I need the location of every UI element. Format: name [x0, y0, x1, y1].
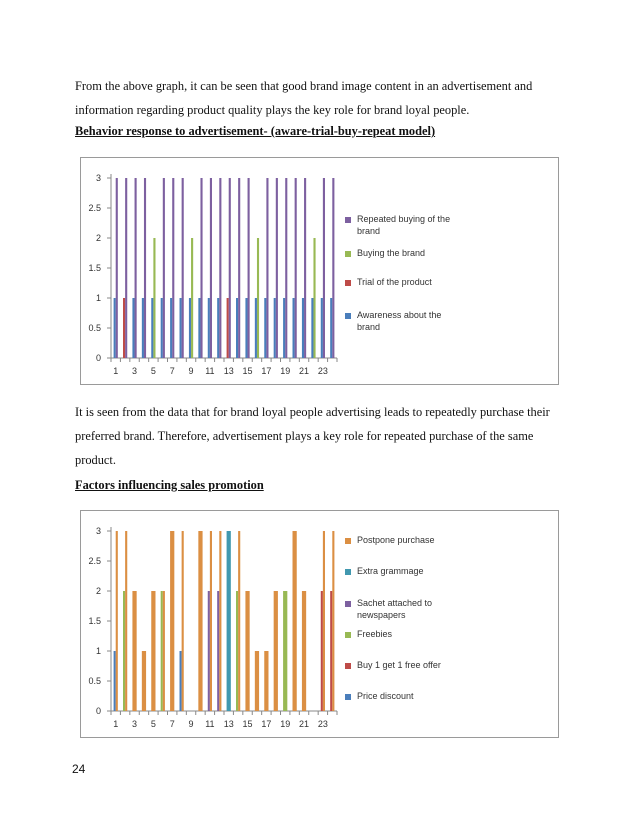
bar-repeated-buying-of-the-brand: [125, 178, 127, 358]
chart-behavior-response: [80, 157, 559, 385]
bar-buying-the-brand: [313, 238, 315, 358]
y-tick-label: 3: [95, 173, 101, 183]
bar-awareness-about-the-brand: [132, 298, 134, 358]
bar-awareness-about-the-brand: [217, 298, 219, 358]
y-tick-label: 0.5: [88, 676, 101, 686]
legend-label: Extra grammage: [357, 566, 424, 576]
x-tick-label: 15: [242, 366, 253, 376]
bar-repeated-buying-of-the-brand: [163, 178, 165, 358]
bar-postpone-purchase: [151, 591, 155, 711]
bar-postpone-purchase: [255, 651, 259, 711]
legend-swatch: [345, 694, 351, 700]
bar-awareness-about-the-brand: [142, 298, 144, 358]
y-tick-label: 2: [95, 586, 101, 596]
bar-postpone-purchase: [238, 531, 240, 711]
bar-repeated-buying-of-the-brand: [210, 178, 212, 358]
legend-label: Postpone purchase: [357, 535, 435, 545]
x-tick-label: 21: [299, 719, 310, 729]
y-tick-label: 2.5: [88, 556, 101, 566]
x-tick-label: 19: [280, 719, 291, 729]
bar-awareness-about-the-brand: [321, 298, 323, 358]
x-tick-label: 21: [299, 366, 310, 376]
x-tick-label: 23: [317, 719, 328, 729]
x-tick-label: 19: [280, 366, 291, 376]
paragraph-analysis: It is seen from the data that for brand loyal people advertising leads to repeatedly purchase their preferred brand. Therefore, advertisement plays a key role for repeated purchase of the same product.: [75, 405, 550, 467]
chart-behavior-response-svg: [81, 158, 558, 384]
section-heading-sales-promotion: Factors influencing sales promotion: [75, 478, 264, 492]
bar-sachet-attached-to-newspapers: [208, 591, 210, 711]
bar-repeated-buying-of-the-brand: [229, 178, 231, 358]
bar-repeated-buying-of-the-brand: [332, 178, 334, 358]
paragraph-intro: From the above graph, it can be seen that good brand image content in an advertisement and information regarding product quality plays the key role for brand loyal people.: [75, 79, 533, 117]
x-tick-label: 5: [150, 366, 156, 376]
bar-awareness-about-the-brand: [264, 298, 266, 358]
x-tick-label: 5: [150, 719, 156, 729]
bar-postpone-purchase: [245, 591, 249, 711]
y-tick-label: 1: [95, 293, 101, 303]
legend-swatch: [345, 538, 351, 544]
legend-label: Freebies: [357, 629, 393, 639]
x-tick-label: 13: [223, 719, 234, 729]
legend-swatch: [345, 663, 351, 669]
x-tick-label: 7: [169, 719, 175, 729]
bar-repeated-buying-of-the-brand: [144, 178, 146, 358]
bar-awareness-about-the-brand: [293, 298, 295, 358]
bar-awareness-about-the-brand: [283, 298, 285, 358]
x-tick-label: 7: [169, 366, 175, 376]
bar-repeated-buying-of-the-brand: [276, 178, 278, 358]
legend-label: Buying the brand: [357, 248, 426, 258]
bar-repeated-buying-of-the-brand: [172, 178, 174, 358]
bar-awareness-about-the-brand: [189, 298, 191, 358]
bar-repeated-buying-of-the-brand: [238, 178, 240, 358]
bar-repeated-buying-of-the-brand: [248, 178, 250, 358]
bar-buying-the-brand: [191, 238, 193, 358]
x-tick-label: 23: [317, 366, 328, 376]
y-tick-label: 1.5: [88, 616, 101, 626]
bar-awareness-about-the-brand: [255, 298, 257, 358]
x-tick-label: 1: [113, 366, 119, 376]
y-tick-label: 0: [95, 706, 101, 716]
bar-trial-of-the-product: [227, 298, 229, 358]
x-tick-label: 17: [261, 366, 272, 376]
bar-postpone-purchase: [142, 651, 146, 711]
legend-swatch: [345, 569, 351, 575]
x-tick-label: 1: [113, 719, 119, 729]
bar-awareness-about-the-brand: [198, 298, 200, 358]
bar-buy-1-get-1-free-offer: [330, 591, 332, 711]
bar-freebies: [123, 591, 125, 711]
bar-repeated-buying-of-the-brand: [304, 178, 306, 358]
legend-label: Repeated buying of the brand: [357, 214, 451, 236]
bar-awareness-about-the-brand: [151, 298, 153, 358]
bar-freebies: [161, 591, 163, 711]
legend-swatch: [345, 313, 351, 319]
y-tick-label: 1: [95, 646, 101, 656]
legend-swatch: [345, 251, 351, 257]
bar-postpone-purchase: [323, 531, 325, 711]
legend-swatch: [345, 280, 351, 286]
bar-awareness-about-the-brand: [161, 298, 163, 358]
bar-awareness-about-the-brand: [311, 298, 313, 358]
bar-extra-grammage: [227, 531, 231, 711]
bar-postpone-purchase: [302, 591, 306, 711]
bar-postpone-purchase: [125, 531, 127, 711]
bar-awareness-about-the-brand: [302, 298, 304, 358]
bar-repeated-buying-of-the-brand: [266, 178, 268, 358]
x-tick-label: 3: [132, 719, 138, 729]
bar-repeated-buying-of-the-brand: [116, 178, 118, 358]
y-tick-label: 0: [95, 353, 101, 363]
bar-repeated-buying-of-the-brand: [295, 178, 297, 358]
x-tick-label: 11: [205, 719, 215, 729]
bar-awareness-about-the-brand: [170, 298, 172, 358]
bar-postpone-purchase: [210, 531, 212, 711]
chart-sales-promotion-svg: [81, 511, 558, 737]
bar-sachet-attached-to-newspapers: [217, 591, 219, 711]
x-tick-label: 3: [132, 366, 138, 376]
bar-awareness-about-the-brand: [114, 298, 116, 358]
bar-postpone-purchase: [198, 531, 202, 711]
x-tick-label: 15: [242, 719, 253, 729]
x-tick-label: 11: [205, 366, 215, 376]
bar-repeated-buying-of-the-brand: [323, 178, 325, 358]
page-number: 24: [72, 762, 86, 776]
bar-postpone-purchase: [274, 591, 278, 711]
bar-awareness-about-the-brand: [330, 298, 332, 358]
bar-postpone-purchase: [116, 531, 118, 711]
legend-label: Sachet attached to newspapers: [357, 598, 433, 620]
legend-label: Awareness about the brand: [357, 310, 442, 332]
section-heading-behavior-response: Behavior response to advertisement- (aware-trial-buy-repeat model): [75, 124, 436, 138]
bar-postpone-purchase: [132, 591, 136, 711]
bar-awareness-about-the-brand: [208, 298, 210, 358]
bar-postpone-purchase: [163, 591, 165, 711]
bar-freebies: [236, 591, 238, 711]
legend-swatch: [345, 217, 351, 223]
bar-postpone-purchase: [170, 531, 174, 711]
bar-postpone-purchase: [219, 531, 221, 711]
bar-postpone-purchase: [182, 531, 184, 711]
legend-label: Price discount: [357, 691, 414, 701]
bar-price-discount: [114, 651, 116, 711]
bar-repeated-buying-of-the-brand: [219, 178, 221, 358]
bar-buying-the-brand: [257, 238, 259, 358]
bar-awareness-about-the-brand: [245, 298, 247, 358]
legend-swatch: [345, 632, 351, 638]
bar-buying-the-brand: [153, 238, 155, 358]
bar-awareness-about-the-brand: [180, 298, 182, 358]
y-tick-label: 2: [95, 233, 101, 243]
bar-awareness-about-the-brand: [274, 298, 276, 358]
bar-postpone-purchase: [293, 531, 297, 711]
x-tick-label: 13: [223, 366, 234, 376]
bar-price-discount: [180, 651, 182, 711]
y-tick-label: 2.5: [88, 203, 101, 213]
bar-awareness-about-the-brand: [236, 298, 238, 358]
x-tick-label: 9: [188, 366, 194, 376]
bar-buy-1-get-1-free-offer: [321, 591, 323, 711]
bar-trial-of-the-product: [123, 298, 125, 358]
bar-postpone-purchase: [332, 531, 334, 711]
x-tick-label: 17: [261, 719, 272, 729]
bar-repeated-buying-of-the-brand: [182, 178, 184, 358]
bar-repeated-buying-of-the-brand: [200, 178, 202, 358]
bar-freebies: [283, 591, 287, 711]
y-tick-label: 3: [95, 526, 101, 536]
bar-postpone-purchase: [264, 651, 268, 711]
legend-label: Buy 1 get 1 free offer: [357, 660, 441, 670]
y-tick-label: 0.5: [88, 323, 101, 333]
bar-repeated-buying-of-the-brand: [285, 178, 287, 358]
y-tick-label: 1.5: [88, 263, 101, 273]
x-tick-label: 9: [188, 719, 194, 729]
legend-swatch: [345, 601, 351, 607]
bar-repeated-buying-of-the-brand: [135, 178, 137, 358]
chart-sales-promotion: [80, 510, 559, 738]
legend-label: Trial of the product: [357, 277, 432, 287]
